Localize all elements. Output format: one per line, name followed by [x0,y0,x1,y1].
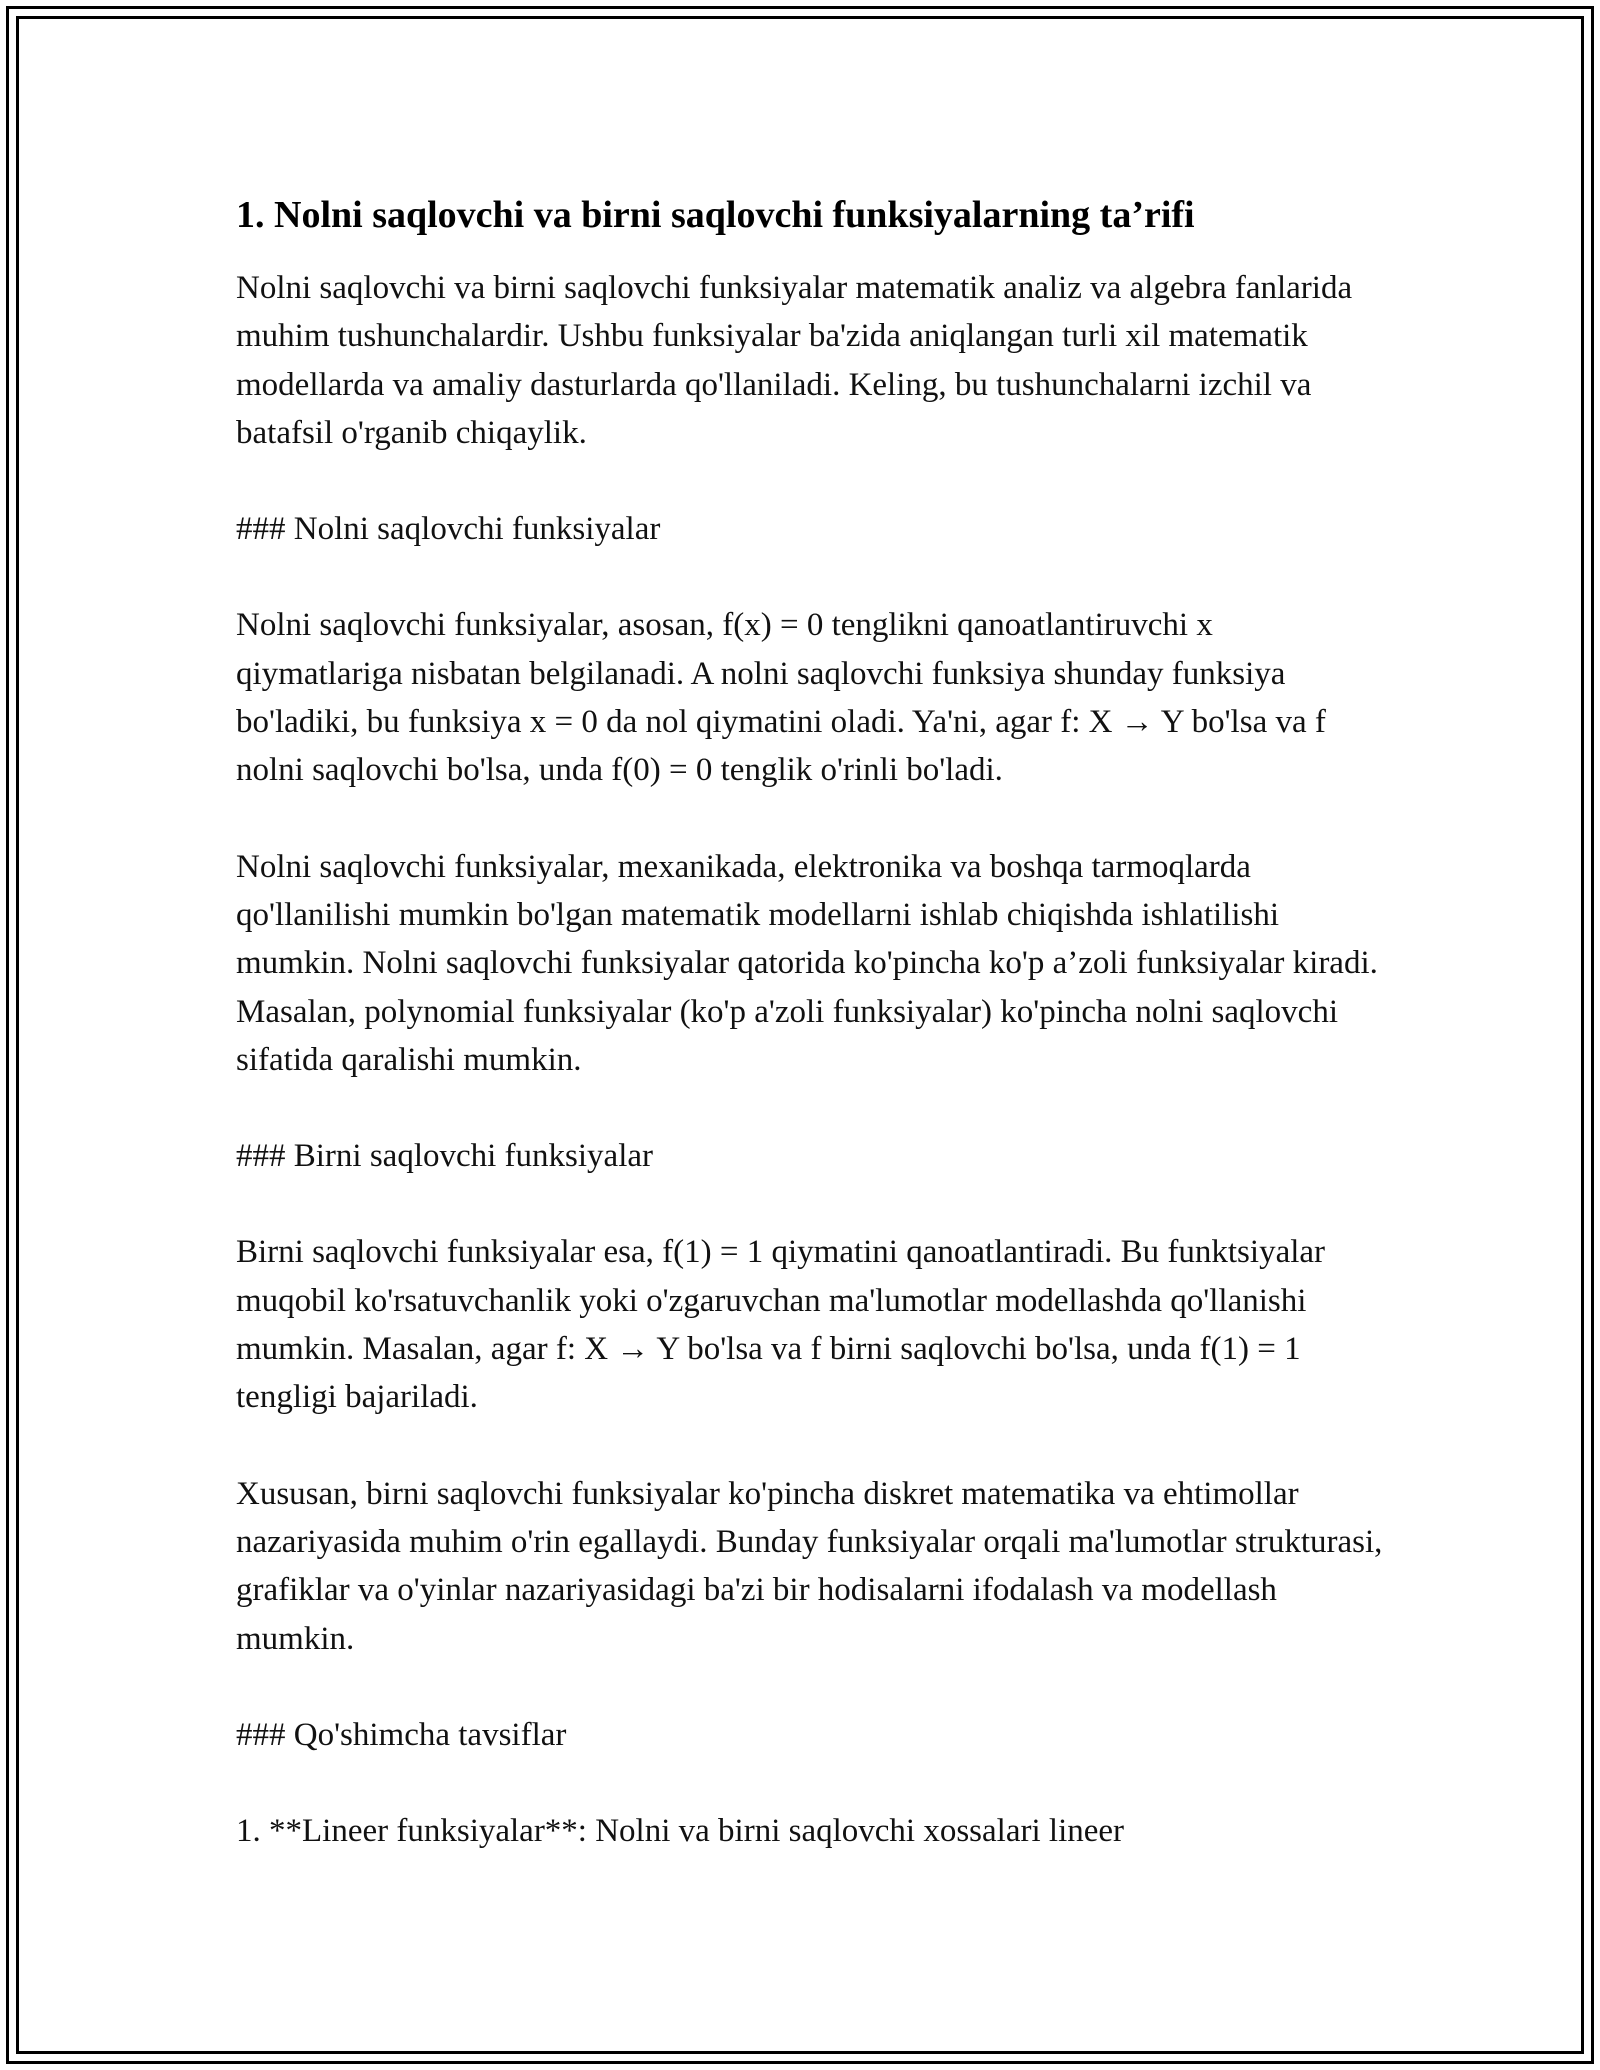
section-heading-qoshimcha: ### Qo'shimcha tavsiflar [236,1716,567,1753]
section-heading-birni: ### Birni saqlovchi funksiyalar [236,1138,654,1175]
paragraph-nolni-applications: Nolni saqlovchi funksiyalar, mexanikada, elektronika va boshqa tarmoqlarda qo'llanilishi mumkin bo'lgan matematik modellarni ishlab chiqishda ishlatilishi mumkin. Nolni saqlovchi funksiyalar qatorida ko'pincha ko'p a’zoli funksiyalar kiradi. Masalan, polynomial funksiyalar (ko'p a'zoli funksiyalar) ko'pincha nolni saqlovchi sifatida qaralishi mumkin. [236,848,1378,1078]
paragraph-birni-applications: Xususan, birni saqlovchi funksiyalar ko'pincha diskret matematika va ehtimollar nazariyasida muhim o'rin egallaydi. Bunday funksiyalar orqali ma'lumotlar strukturasi, grafiklar va o'yinlar nazariyasidagi ba'zi bir hodisalarni ifodalash va modellash mumkin. [236,1475,1383,1657]
document-body [236,264,1386,1855]
section-heading-nolni: ### Nolni saqlovchi funksiyalar [236,511,661,548]
document-page [236,182,1386,1903]
paragraph-birni-definition: Birni saqlovchi funksiyalar esa, f(1) = 1 qiymatini qanoatlantiradi. Bu funktsiyalar muqobil ko'rsatuvchanlik yoki o'zgaruvchan ma'lumotlar modellashda qo'llanishi mumkin. Masalan, agar f: X → Y bo'lsa va f birni saqlovchi bo'lsa, unda f(1) = 1 tengligi bajariladi. [236,1234,1326,1416]
paragraph-nolni-definition: Nolni saqlovchi funksiyalar, asosan, f(x) = 0 tenglikni qanoatlantiruvchi x qiymatlariga nisbatan belgilanadi. A nolni saqlovchi funksiya shunday funksiya bo'ladiki, bu funksiya x = 0 da nol qiymatini oladi. Ya'ni, agar f: X → Y bo'lsa va f nolni saqlovchi bo'lsa, unda f(0) = 0 tenglik o'rinli bo'ladi. [236,607,1326,789]
intro-paragraph: Nolni saqlovchi va birni saqlovchi funksiyalar matematik analiz va algebra fanlarida muhim tushunchalardir. Ushbu funksiyalar ba'zida aniqlangan turli xil matematik modellarda va amaliy dasturlarda qo'llaniladi. Keling, bu tushunchalarni izchil va batafsil o'rganib chiqaylik. [236,270,1353,451]
list-item-lineer: 1. **Lineer funksiyalar**: Nolni va birni saqlovchi xossalari lineer [236,1813,1125,1850]
document-title: 1. Nolni saqlovchi va birni saqlovchi funksiyalarning ta’rifi [236,194,1195,236]
